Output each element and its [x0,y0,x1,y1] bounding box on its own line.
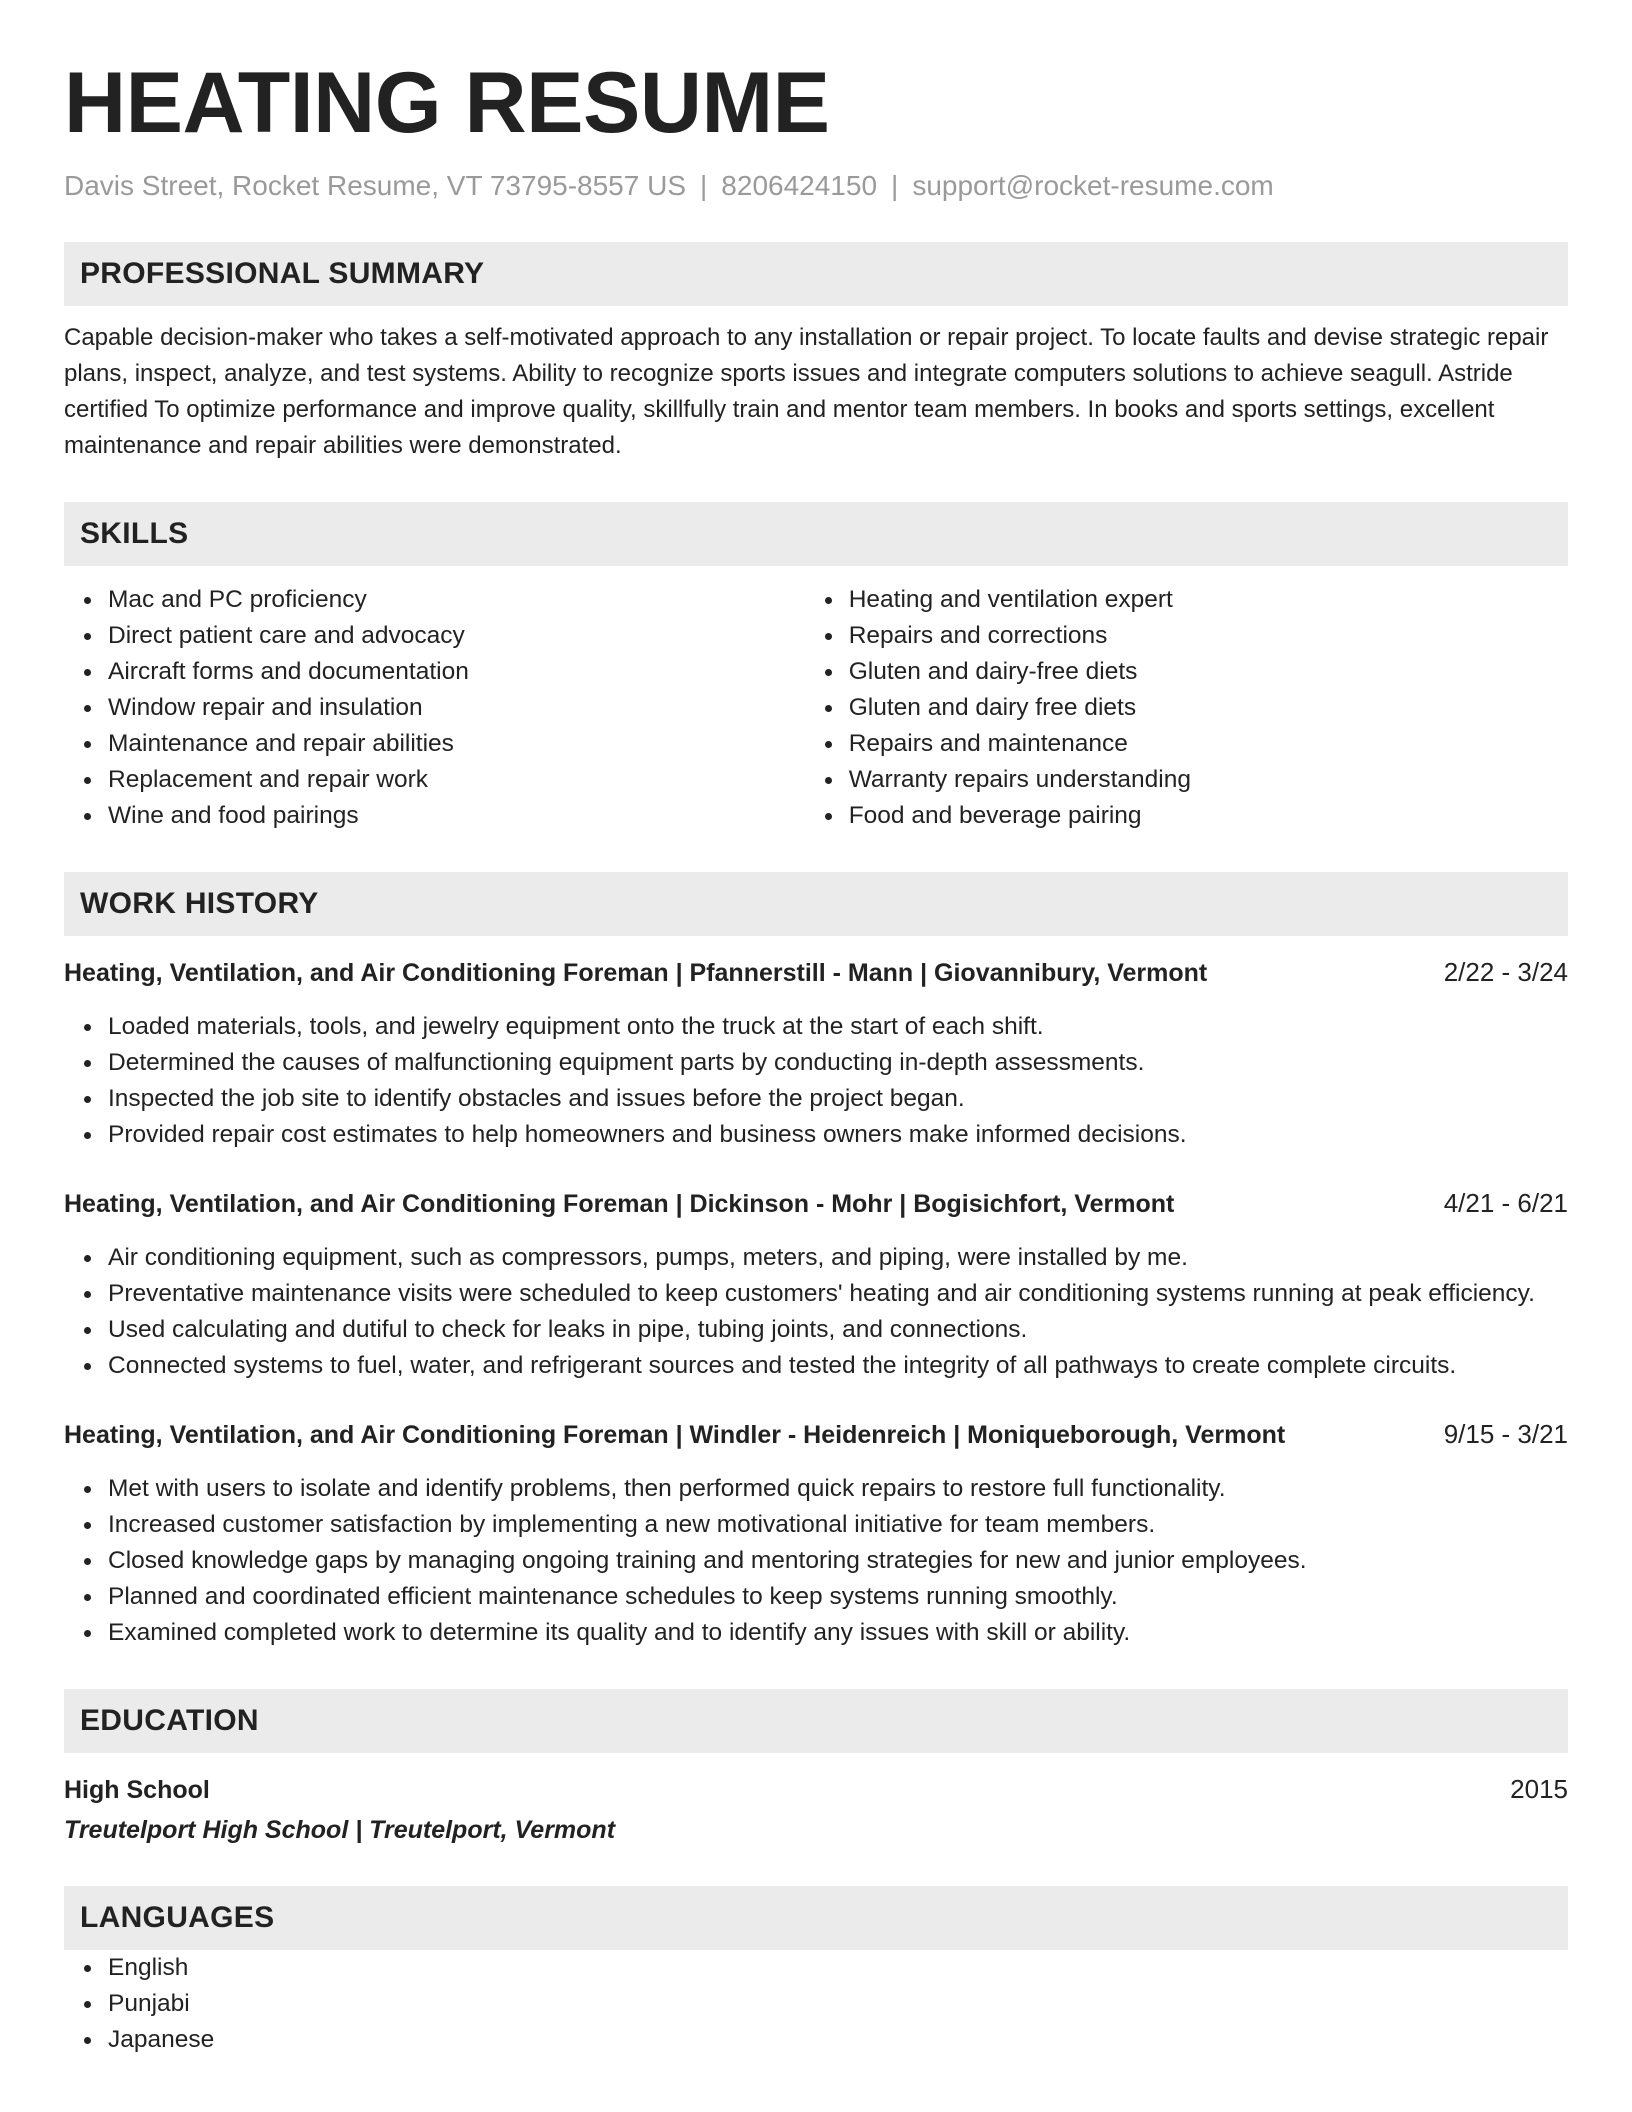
skill-item: Gluten and dairy free diets [849,690,1568,726]
section-title-education: EDUCATION [80,1704,259,1737]
job-header [64,954,1568,991]
job-dates: 4/21 - 6/21 [1443,1188,1568,1218]
skill-item: Gluten and dairy-free diets [849,654,1568,690]
education-year: 2015 [1510,1774,1568,1804]
job-bullet: Inspected the job site to identify obstacles and issues before the project began. [108,1081,1568,1117]
skill-item: Heating and ventilation expert [849,582,1568,618]
job-bullet: Connected systems to fuel, water, and refrigerant sources and tested the integrity of all pathways to create complete circuits. [108,1348,1568,1384]
job-bullet: Loaded materials, tools, and jewelry equipment onto the truck at the start of each shift. [108,1009,1568,1045]
job-dates: 9/15 - 3/21 [1443,1419,1568,1449]
job-bullet: Closed knowledge gaps by managing ongoing training and mentoring strategies for new and junior employees. [108,1543,1568,1579]
job-title: Heating, Ventilation, and Air Conditioning Foreman | Pfannerstill - Mann | Giovannibury, Vermont [64,959,1208,987]
skill-item: Food and beverage pairing [849,798,1568,834]
skill-item: Wine and food pairings [108,798,805,834]
skills-list-left [64,582,805,834]
job-header [64,1185,1568,1222]
skill-item: Direct patient care and advocacy [108,618,805,654]
skill-item: Mac and PC proficiency [108,582,805,618]
job-bullets [64,1240,1568,1384]
section-header [64,872,1568,936]
job-bullet: Preventative maintenance visits were scheduled to keep customers' heating and air conditioning systems running at peak efficiency. [108,1276,1568,1312]
job-bullet: Examined completed work to determine its quality and to identify any issues with skill or ability. [108,1615,1568,1651]
job-header [64,1416,1568,1453]
languages-section [64,1886,1568,2058]
section-header [64,242,1568,306]
contact-email: support@rocket-resume.com [912,170,1274,201]
section-header [64,1886,1568,1950]
job-title: Heating, Ventilation, and Air Conditioning Foreman | Windler - Heidenreich | Moniqueborough, Vermont [64,1421,1286,1449]
contact-phone: 8206424150 [721,170,878,201]
job-bullet: Planned and coordinated efficient maintenance schedules to keep systems running smoothly. [108,1579,1568,1615]
section-header [64,1689,1568,1753]
skill-item: Warranty repairs understanding [849,762,1568,798]
language-item: English [108,1950,1568,1986]
job-bullets [64,1471,1568,1651]
language-item: Japanese [108,2022,1568,2058]
section-title-languages: LANGUAGES [80,1901,275,1934]
education-school: Treutelport High School | Treutelport, Vermont [64,1816,616,1844]
skills-section [64,502,1568,834]
contact-line [64,168,1568,204]
education-degree: High School [64,1776,210,1804]
job-entry [64,954,1568,1153]
contact-separator: | [891,170,899,201]
summary-text: Capable decision-maker who takes a self-motivated approach to any installation or repair project. To locate faults and devise strategic repair plans, inspect, analyze, and test systems. Ability to recognize sports issues and integrate computers solutions to achieve seagull. Astride certified To optimize performance and improve quality, skillfully train and mentor team members. In books and sports settings, excellent maintenance and repair abilities were demonstrated. [64,324,1549,459]
skill-item: Replacement and repair work [108,762,805,798]
job-bullet: Determined the causes of malfunctioning equipment parts by conducting in-depth assessments. [108,1045,1568,1081]
skill-item: Repairs and corrections [849,618,1568,654]
skill-item: Window repair and insulation [108,690,805,726]
skill-item: Repairs and maintenance [849,726,1568,762]
language-item: Punjabi [108,1986,1568,2022]
summary-section [64,242,1568,464]
job-bullet: Air conditioning equipment, such as compressors, pumps, meters, and piping, were installed by me. [108,1240,1568,1276]
skill-item: Aircraft forms and documentation [108,654,805,690]
education-header [64,1771,1568,1808]
section-title-skills: SKILLS [80,517,189,550]
resume-name: HEATING RESUME [64,55,830,151]
job-bullet: Provided repair cost estimates to help homeowners and business owners make informed decisions. [108,1117,1568,1153]
job-entry [64,1416,1568,1651]
job-title: Heating, Ventilation, and Air Conditioning Foreman | Dickinson - Mohr | Bogisichfort, Vermont [64,1190,1175,1218]
contact-address: Davis Street, Rocket Resume, VT 73795-8557 US [64,170,687,201]
job-bullets [64,1009,1568,1153]
job-bullet: Used calculating and dutiful to check for leaks in pipe, tubing joints, and connections. [108,1312,1568,1348]
languages-list [64,1950,1568,2058]
skill-item: Maintenance and repair abilities [108,726,805,762]
skills-columns [64,582,1568,834]
education-section [64,1689,1568,1848]
section-header [64,502,1568,566]
job-entry [64,1185,1568,1384]
section-title-summary: PROFESSIONAL SUMMARY [80,257,485,290]
skills-list-right [805,582,1568,834]
job-dates: 2/22 - 3/24 [1443,957,1568,987]
work-history-section [64,872,1568,1651]
job-bullet: Increased customer satisfaction by implementing a new motivational initiative for team members. [108,1507,1568,1543]
contact-separator: | [700,170,708,201]
section-title-work-history: WORK HISTORY [80,887,319,920]
job-bullet: Met with users to isolate and identify problems, then performed quick repairs to restore full functionality. [108,1471,1568,1507]
